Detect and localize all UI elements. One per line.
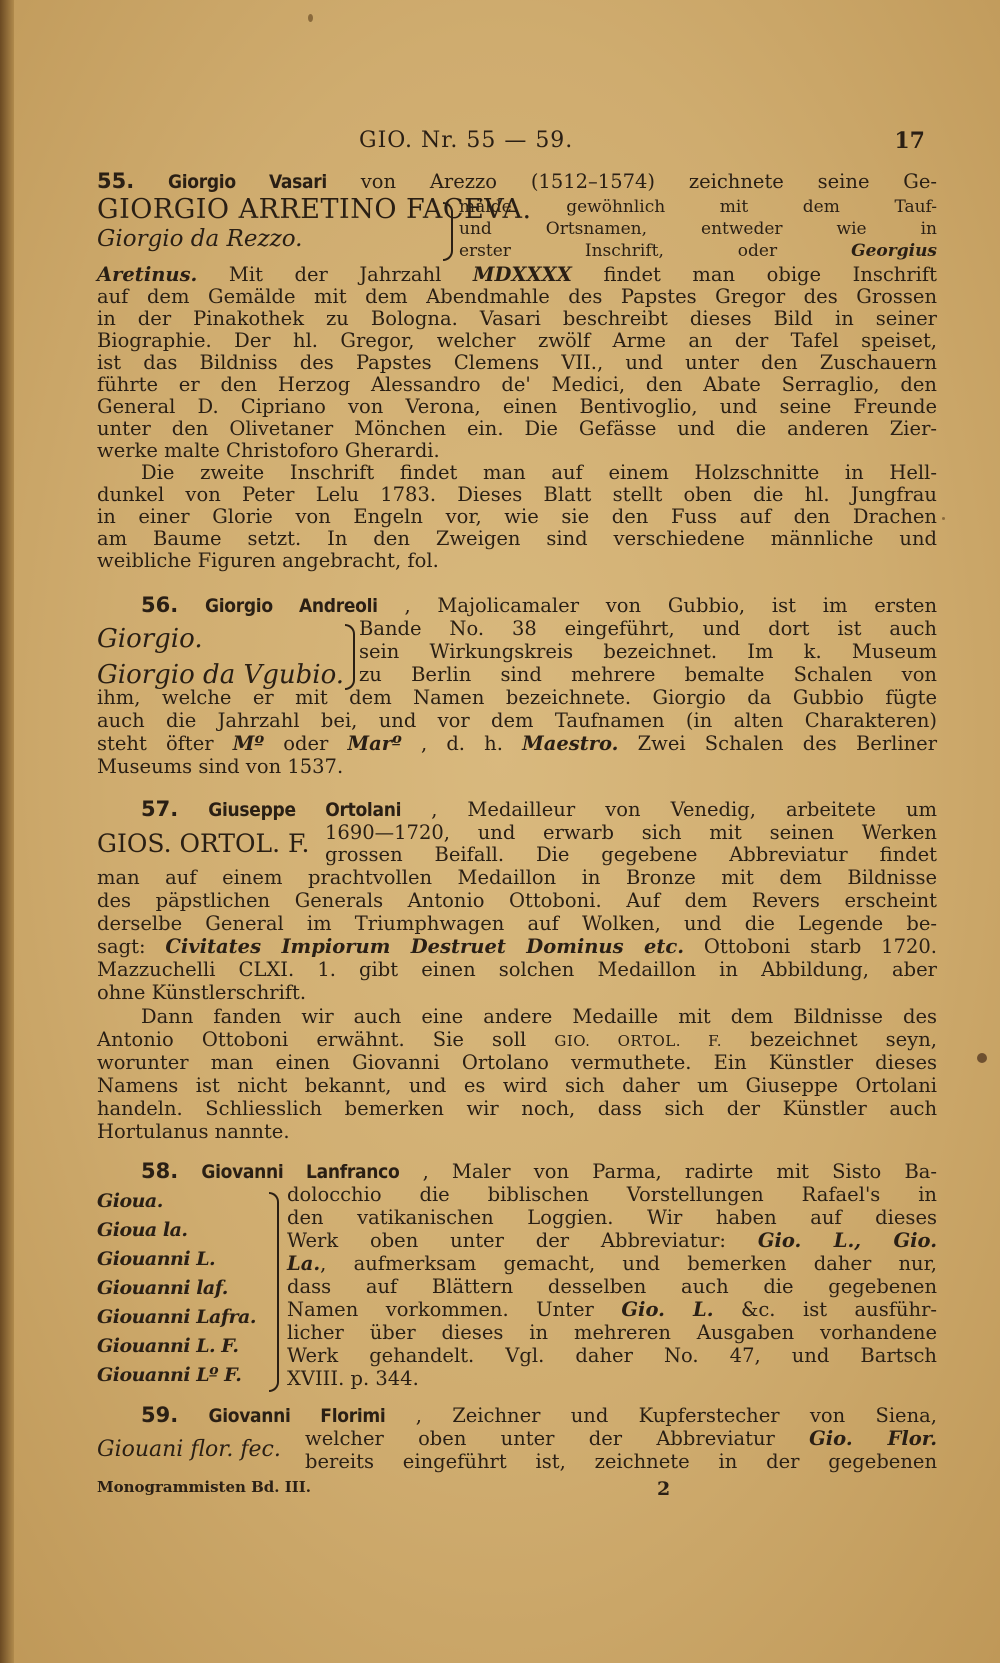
text-line: ohne Künstlerschrift. [97, 981, 307, 1004]
signature-inscription: Giorgio da Vgubio. [97, 660, 345, 690]
text-span: Mit der Jahrzahl [228, 263, 442, 286]
text-line: Mazzuchelli CLXI. 1. gibt einen solchen Medaillon in Abbildung, aber [97, 958, 937, 981]
entry-59-line-1 [141, 1404, 937, 1427]
text-span: , aufmerksam gemacht, und bemerken daher nur, [320, 1252, 937, 1275]
text-line: Namens ist nicht bekannt, und es wird sich daher um Giuseppe Ortolani [97, 1074, 937, 1097]
text-line: in einer Glorie von Engeln vor, wie sie den Fuss auf den Drachen [97, 505, 937, 528]
entry-number: 57. [141, 797, 179, 821]
text-line: grossen Beifall. Die gegebene Abbreviatur findet [325, 843, 937, 866]
text-span: erster Inschrift, oder [459, 241, 778, 261]
text-line: führte er den Herzog Alessandro de' Medici, den Abate Serraglio, den [97, 373, 937, 396]
artist-name: Giuseppe Ortolani [208, 799, 402, 821]
signature-inscription: Gioua. [97, 1190, 163, 1212]
entry-55-line-1 [97, 170, 937, 193]
text-span: Civitates Impiorum Destruet Dominus etc. [165, 935, 685, 958]
signature-inscription: Giouanni laf. [97, 1277, 228, 1299]
text-span: , Zeichner und Kupferstecher von Siena, [415, 1404, 937, 1427]
text-line [287, 1230, 937, 1252]
text-line: 1690—1720, und erwarb sich mit seinen Werken [325, 821, 937, 844]
text-line: weibliche Figuren angebracht, fol. [97, 549, 439, 572]
text-line: General D. Cipriano von Verona, einen Bentivoglio, und seine Freunde [97, 395, 937, 418]
text-span: Ottoboni starb 1720. [703, 935, 938, 958]
signature-inscription: Giouanni Lafra. [97, 1306, 256, 1328]
text-line: ihm, welche er mit dem Namen bezeichnete. Giorgio da Gubbio fügte [97, 686, 937, 709]
text-line: Werk gehandelt. Vgl. daher No. 47, und Bartsch [287, 1344, 937, 1367]
text-line: Die zweite Inschrift findet man auf einem Holzschnitte in Hell- [141, 461, 937, 484]
brace-glyph [443, 202, 453, 261]
artist-name: Giovanni Florimi [208, 1405, 386, 1427]
entry-number: 55. [97, 169, 135, 193]
text-line: des päpstlichen Generals Antonio Ottoboni. Auf dem Revers erscheint [97, 889, 937, 912]
text-line: dunkel von Peter Lelu 1783. Dieses Blatt stellt oben die hl. Jungfrau [97, 483, 937, 506]
text-line [287, 1253, 937, 1275]
running-head-title: GIO. Nr. 55 — 59. [359, 128, 574, 153]
signature-inscription: Giouanni L. [97, 1248, 216, 1270]
page-footer [97, 1478, 937, 1500]
text-span: MDXXXX [472, 263, 572, 286]
paper-spot [942, 517, 945, 520]
text-line: Museums sind von 1537. [97, 755, 344, 778]
text-span: Mº [232, 732, 265, 755]
text-line: Biographie. Der hl. Gregor, welcher zwölf Arme an der Tafel speiset, [97, 329, 937, 352]
artist-name: Giorgio Andreoli [204, 595, 378, 617]
book-spine-shadow [0, 0, 14, 1663]
text-line: worunter man einen Giovanni Ortolano vermuthete. Ein Künstler dieses [97, 1051, 937, 1074]
text-line [287, 1299, 937, 1321]
text-span: von Arezzo (1512–1574) zeichnete seine Ge- [360, 170, 937, 193]
text-span: Zwei Schalen des Berliner [637, 732, 938, 755]
text-line: licher über dieses in mehreren Ausgaben vorhandene [287, 1321, 937, 1344]
entry-number: 59. [141, 1403, 179, 1427]
text-span: Namen vorkommen. Unter [287, 1298, 594, 1321]
text-line: am Baume setzt. In den Zweigen sind verschiedene männliche und [97, 527, 937, 550]
text-span: , Medailleur von Venedig, arbeitete um [431, 798, 937, 821]
text-line: XVIII. p. 344. [287, 1367, 419, 1390]
text-span: welcher oben unter der Abbreviatur [305, 1427, 775, 1450]
paper-spot [977, 1053, 987, 1063]
text-line [97, 1029, 937, 1052]
text-line: in der Pinakothek zu Bologna. Vasari beschreibt dieses Bild in seiner [97, 307, 937, 330]
text-span: Marº [347, 732, 402, 755]
text-line: man auf einem prachtvollen Medaillon in Bronze mit dem Bildnisse [97, 866, 937, 889]
signature-inscription: Giouani flor. fec. [97, 1437, 281, 1462]
text-line: zu Berlin sind mehrere bemalte Schalen von [359, 663, 937, 686]
text-span: Maestro. [522, 732, 619, 755]
text-span: , Maler von Parma, radirte mit Sisto Ba- [422, 1160, 937, 1183]
text-line: bereits eingeführt ist, zeichnete in der gegebenen [305, 1450, 937, 1473]
text-line [97, 936, 937, 958]
text-span: Gio. L. [621, 1298, 714, 1321]
text-line: auch die Jahrzahl bei, und vor dem Taufnamen (in alten Charakteren) [97, 709, 937, 732]
signature-inscription: Giouanni L. F. [97, 1335, 239, 1357]
text-line: und Ortsnamen, entweder wie in [459, 219, 937, 239]
signature-inscription: Giorgio da Rezzo. [97, 226, 303, 252]
brace-glyph [345, 624, 355, 690]
text-line: den vatikanischen Loggien. Wir haben auf dieses [287, 1206, 937, 1229]
text-span: GIO. ORTOL. F. [554, 1032, 722, 1050]
signature-inscription: Gioua la. [97, 1219, 188, 1241]
paper-spot [308, 14, 313, 22]
text-line: mälde gewöhnlich mit dem Tauf- [459, 197, 937, 217]
signature-inscription: Giouanni Lº F. [97, 1364, 242, 1386]
text-line: Dann fanden wir auch eine andere Medaille mit dem Bildnisse des [141, 1005, 937, 1028]
text-line [97, 264, 937, 286]
artist-name: Giovanni Lanfranco [201, 1161, 400, 1183]
text-span: Gio. Flor. [809, 1427, 938, 1450]
page-number: 17 [894, 128, 925, 154]
text-span: Gio. L., Gio. [757, 1229, 937, 1252]
artist-name: Giorgio Vasari [167, 171, 327, 193]
text-line: dolocchio die biblischen Vorstellungen Rafael's in [287, 1183, 937, 1206]
signature-inscription: Giorgio. [97, 624, 203, 654]
text-span: steht öfter [97, 732, 214, 755]
entry-number: 56. [141, 593, 179, 617]
text-line: dass auf Blättern desselben auch die gegebenen [287, 1275, 937, 1298]
text-span: , Majolicamaler von Gubbio, ist im ersten [404, 594, 938, 617]
brace-glyph [269, 1192, 279, 1392]
text-line: auf dem Gemälde mit dem Abendmahle des Papstes Gregor des Grossen [97, 285, 937, 308]
text-span: Aretinus. [97, 263, 198, 286]
entry-number: 58. [141, 1159, 179, 1183]
text-line [97, 733, 937, 755]
entry-58-line-1 [141, 1160, 937, 1183]
text-span: La. [287, 1252, 321, 1275]
signature-inscription: GIOS. ORTOL. F. [97, 829, 310, 858]
text-line: werke malte Christoforo Gherardi. [97, 439, 440, 462]
text-span: oder [283, 732, 329, 755]
text-line: Bande No. 38 eingeführt, und dort ist auch [359, 617, 937, 640]
text-span: bezeichnet seyn, [750, 1028, 937, 1051]
text-span: &c. ist ausführ- [741, 1298, 937, 1321]
text-span: Werk oben unter der Abbreviatur: [287, 1229, 726, 1252]
text-span: , d. h. [420, 732, 503, 755]
text-span: sagt: [97, 935, 146, 958]
text-line [459, 240, 937, 262]
text-line: ist das Bildniss des Papstes Clemens VII., und unter den Zuschauern [97, 351, 937, 374]
text-line: handeln. Schliesslich bemerken wir noch, dass sich der Künstler auch [97, 1097, 937, 1120]
signature-inscription: GIORGIO ARRETINO FACEVA. [97, 194, 532, 225]
text-line [305, 1428, 937, 1450]
sheet-number: 2 [657, 1478, 671, 1500]
text-line: sein Wirkungskreis bezeichnet. Im k. Museum [359, 640, 937, 663]
text-line: derselbe General im Triumphwagen auf Wolken, und die Legende be- [97, 912, 937, 935]
entry-57-line-1 [141, 798, 937, 821]
text-span: Antonio Ottoboni erwähnt. Sie soll [97, 1028, 527, 1051]
text-span: Georgius [851, 241, 937, 261]
text-span: findet man obige Inschrift [603, 263, 937, 286]
volume-signature: Monogrammisten Bd. III. [97, 1478, 311, 1496]
text-line: unter den Olivetaner Mönchen ein. Die Gefässe und die anderen Zier- [97, 417, 937, 440]
text-line: Hortulanus nannte. [97, 1120, 290, 1143]
entry-56-line-1 [141, 594, 937, 617]
